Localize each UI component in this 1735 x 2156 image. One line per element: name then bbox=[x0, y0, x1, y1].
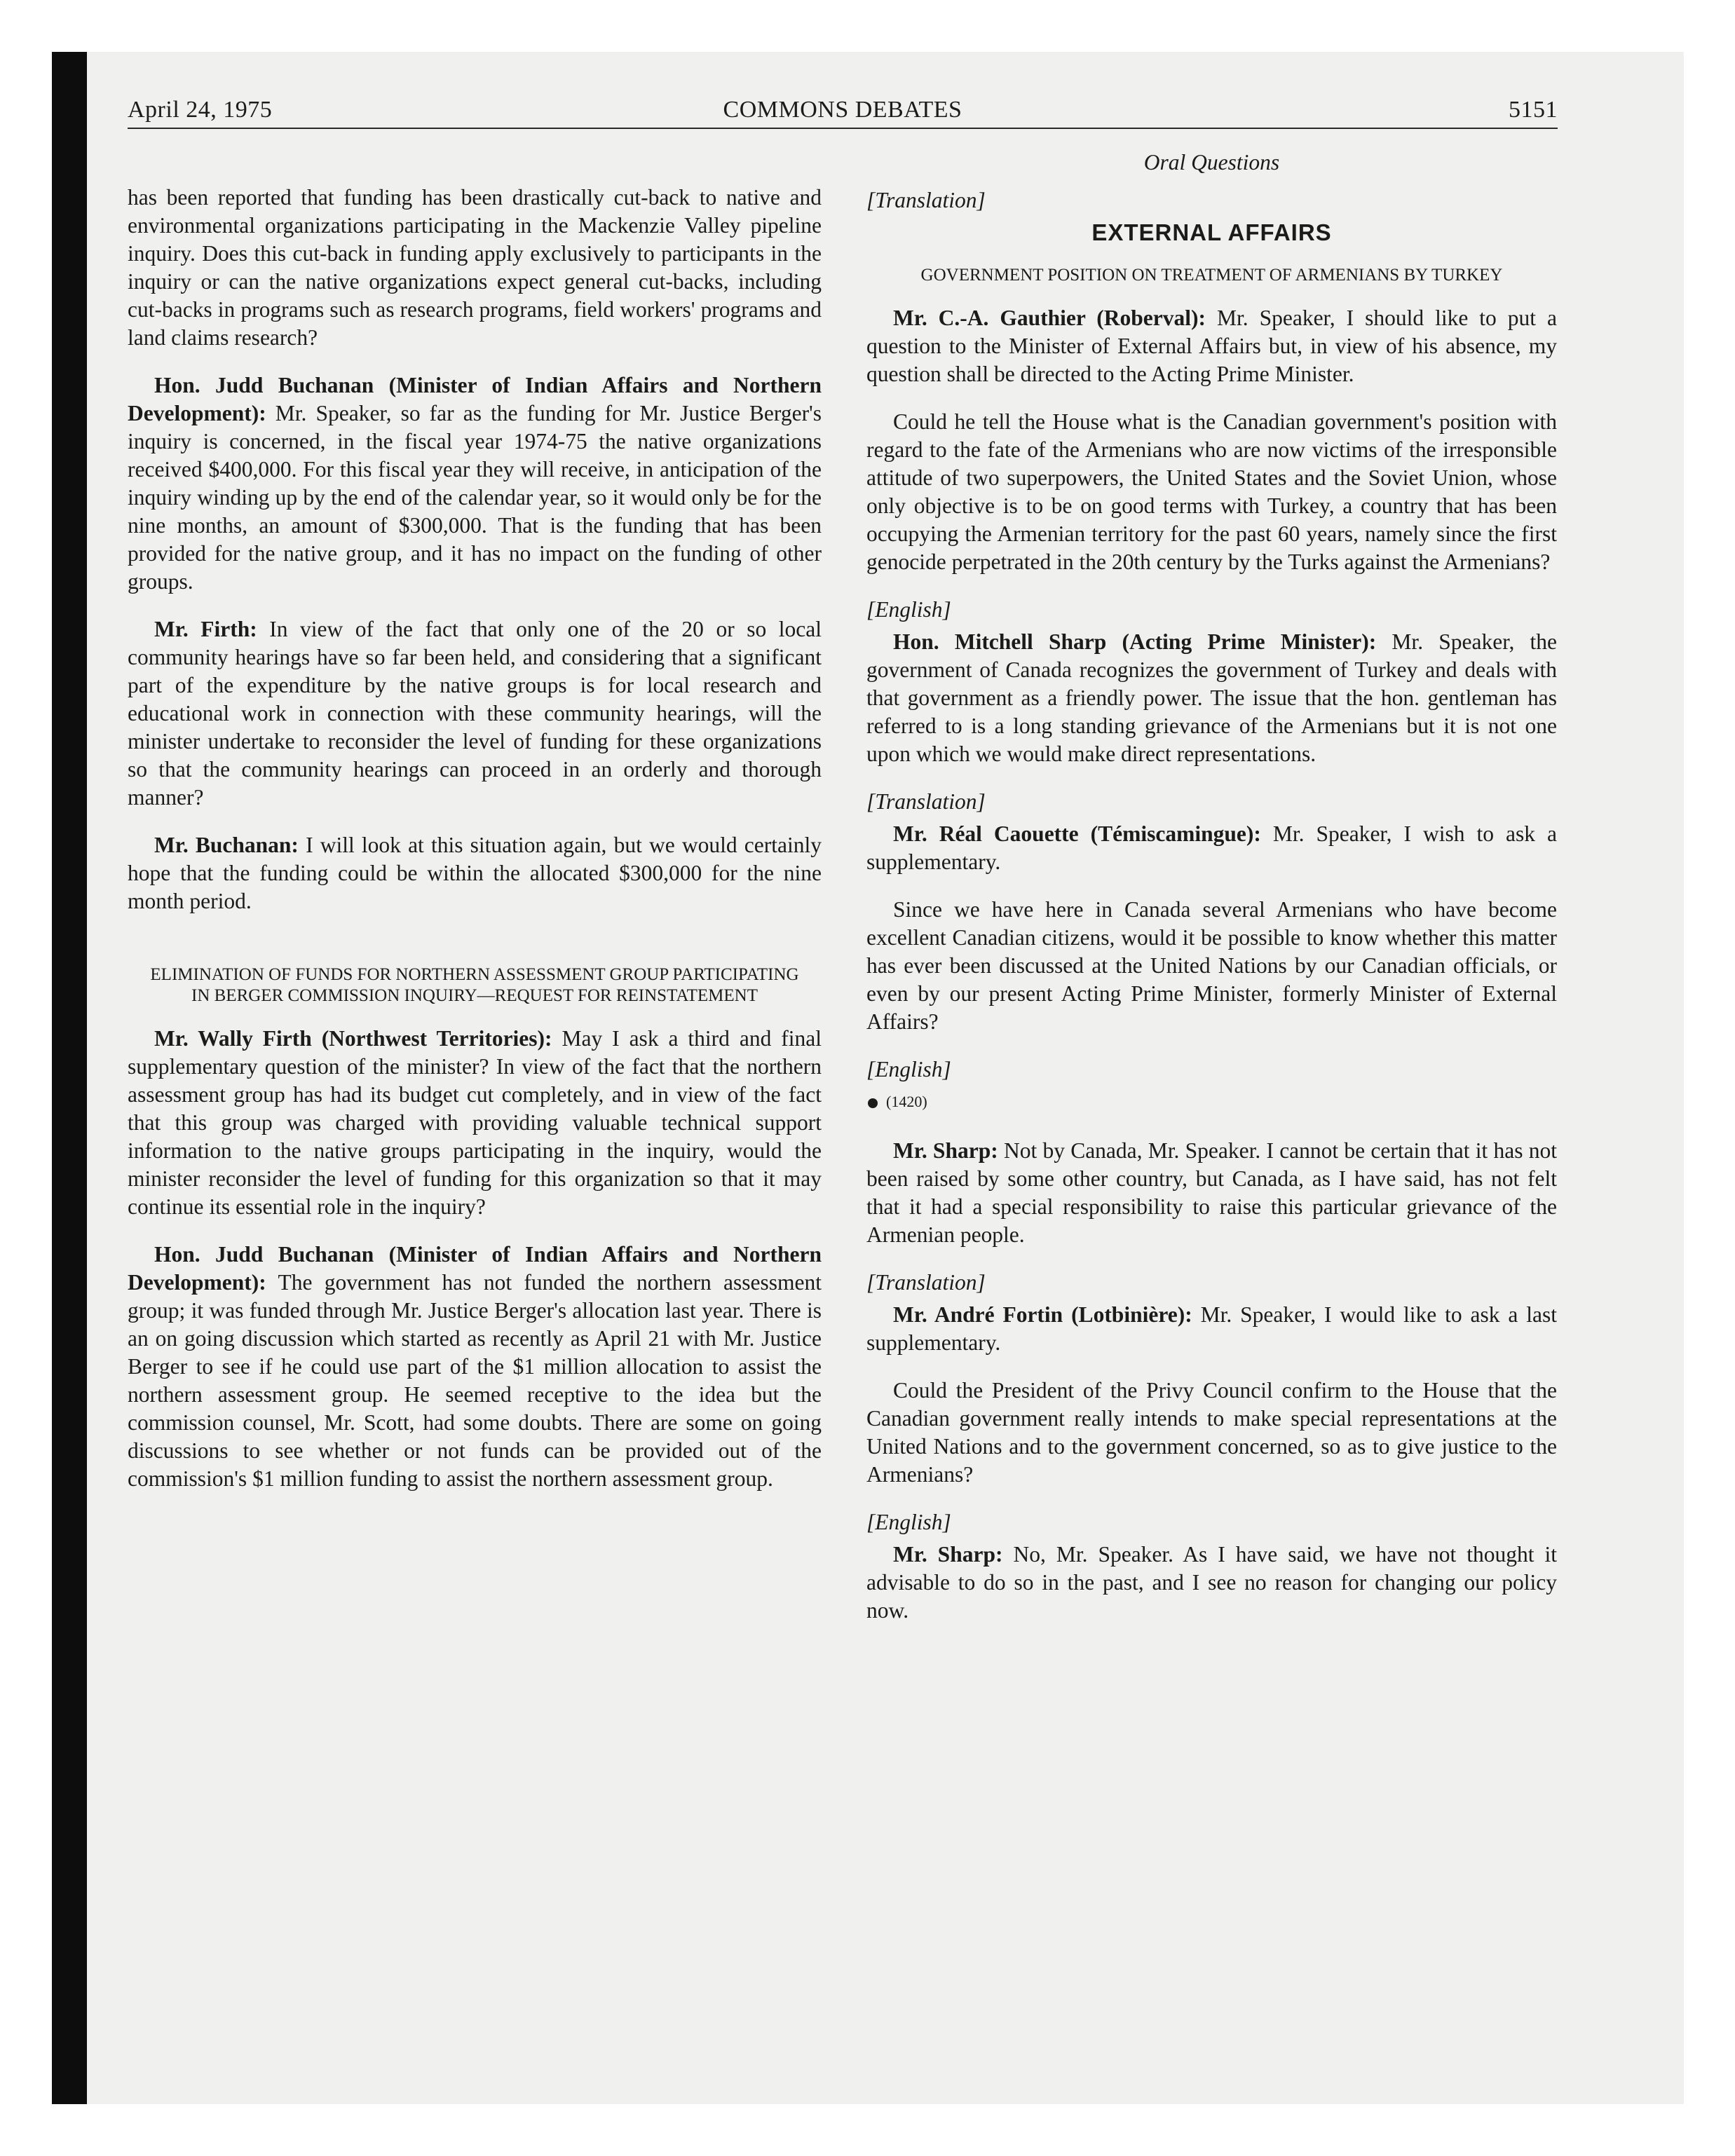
paragraph bbox=[866, 820, 1557, 876]
speaker-name: Hon. Judd Buchanan (Minister of Indian Affairs and Northern Development): bbox=[128, 1242, 822, 1295]
paragraph bbox=[128, 1025, 822, 1221]
speaker-name: Hon. Mitchell Sharp (Acting Prime Minister): bbox=[893, 629, 1377, 654]
right-column bbox=[866, 149, 1557, 1644]
paragraph bbox=[128, 615, 822, 812]
speaker-name: Mr. Wally Firth (Northwest Territories): bbox=[154, 1026, 552, 1051]
language-marker: [English] bbox=[866, 1510, 951, 1534]
section-subheading: GOVERNMENT POSITION ON TREATMENT OF ARMENIANS BY TURKEY bbox=[920, 266, 1503, 285]
paragraph bbox=[128, 1241, 822, 1493]
speaker-name: Mr. Buchanan: bbox=[154, 833, 299, 857]
paragraph: Since we have here in Canada several Armenians who have become excellent Canadian citizens, would it be possible to know whether this matter has ever been discussed at the United Nations by our Canadian officials, or even by our present Acting Prime Minister, formerly Minister of External Affairs? bbox=[866, 897, 1557, 1034]
language-marker: [English] bbox=[866, 1057, 951, 1082]
speaker-name: Mr. Firth: bbox=[154, 617, 257, 641]
speech-text: Not by Canada, Mr. Speaker. I cannot be certain that it has not been raised by some other country, but Canada, as I have said, has not felt that it had a special responsibility to raise this particular grievance of the Armenian people. bbox=[866, 1138, 1557, 1247]
language-marker: [Translation] bbox=[866, 789, 986, 814]
header-title: COMMONS DEBATES bbox=[723, 97, 962, 123]
speaker-name: Mr. André Fortin (Lotbinière): bbox=[893, 1302, 1192, 1327]
paragraph: Could he tell the House what is the Canadian government's position with regard to the fate of the Armenians who are now victims of the irresponsible attitude of two superpowers, the United States and the Soviet Union, whose only objective is to be on good terms with Turkey, a country that has been occupying the Armenian territory for the past 60 years, namely since the first genocide perpetrated in the 20th century by the Turks against the Armenians? bbox=[866, 409, 1557, 574]
speech-text: I will look at this situation again, but we would certainly hope that the funding could be within the allocated $300,000 for the nine month period. bbox=[128, 833, 822, 913]
speech-text: In view of the fact that only one of the 20 or so local community hearings have so far been held, and considering that a significant part of the expenditure by the native groups is for local research and educational work in connection with these community hearings, will the minister undertake to reconsider the level of funding for these organizations so that the community hearings can proceed in an orderly and thorough manner? bbox=[128, 617, 822, 810]
paragraph bbox=[866, 1137, 1557, 1249]
paragraph bbox=[866, 304, 1557, 388]
speaker-name: Mr. Réal Caouette (Témiscamingue): bbox=[893, 821, 1261, 846]
speech-text: Mr. Speaker, I should like to put a question to the Minister of External Affairs but, in view of his absence, my question shall be directed to the Acting Prime Minister. bbox=[866, 306, 1557, 386]
paragraph bbox=[866, 1541, 1557, 1625]
paragraph: has been reported that funding has been drastically cut-back to native and environmental organizations participating in the Mackenzie Valley pipeline inquiry. Does this cut-back in funding apply exclusively to participants in the inquiry or can the native organizations expect general cut-backs, including cut-backs in programs such as research programs, field workers' programs and land claims research? bbox=[128, 185, 822, 350]
paragraph: Could the President of the Privy Council confirm to the House that the Canadian government really intends to make special representations at the United Nations and to the government concerned, so as to give justice to the Armenians? bbox=[866, 1378, 1557, 1487]
running-head: Oral Questions bbox=[1143, 150, 1280, 175]
speaker-name: Mr. Sharp: bbox=[893, 1542, 1003, 1567]
speech-text: Mr. Speaker, I wish to ask a supplementary. bbox=[866, 821, 1557, 874]
paragraph bbox=[866, 1301, 1557, 1357]
speech-text: The government has not funded the northern assessment group; it was funded through Mr. Justice Berger's allocation last year. There is an on going discussion which started as recently as April 21 with Mr. Justice Berger to see if he could use part of the $1 million allocation to assist the northern assessment group. He seemed receptive to the idea but the commission counsel, Mr. Scott, had some doubts. There are some on going discussions to see whether or not funds can be provided out of the commission's $1 million funding to assist the northern assessment group. bbox=[128, 1270, 822, 1491]
header-date: April 24, 1975 bbox=[128, 97, 273, 123]
speech-text: No, Mr. Speaker. As I have said, we have not thought it advisable to do so in the past, and I see no reason for changing our policy now. bbox=[866, 1542, 1557, 1623]
speaker-name: Hon. Judd Buchanan (Minister of Indian Affairs and Northern Development): bbox=[128, 373, 822, 425]
speaker-name: Mr. C.-A. Gauthier (Roberval): bbox=[893, 306, 1206, 330]
language-marker: [English] bbox=[866, 597, 951, 622]
paragraph bbox=[866, 628, 1557, 768]
left-column bbox=[128, 184, 822, 1513]
speech-text: May I ask a third and final supplementary question of the minister? In view of the fact that the northern assessment group has had its budget cut completely, and in view of the fact that this group was charged with providing valuable technical support information to the native groups participating in the inquiry, would the minister reconsider the level of funding for this organization so that it may continue its essential role in the inquiry? bbox=[128, 1026, 822, 1219]
language-marker: [Translation] bbox=[866, 1270, 986, 1295]
speech-text: Mr. Speaker, the government of Canada recognizes the government of Turkey and deals with that government as a friendly power. The issue that the hon. gentleman has referred to is a long standing grievance of the Armenians but it is not one upon which we would make direct representations. bbox=[866, 629, 1557, 766]
section-title: EXTERNAL AFFAIRS bbox=[1091, 219, 1332, 245]
bullet-icon bbox=[868, 1098, 878, 1108]
header-page-number: 5151 bbox=[1509, 97, 1558, 123]
speaker-name: Mr. Sharp: bbox=[893, 1138, 998, 1163]
language-marker: [Translation] bbox=[866, 188, 986, 212]
section-subheading: ELIMINATION OF FUNDS FOR NORTHERN ASSESSMENT GROUP PARTICIPATING IN BERGER COMMISSION INQUIRY—REQUEST FOR REINSTATEMENT bbox=[150, 965, 799, 1005]
speech-text: Mr. Speaker, so far as the funding for Mr. Justice Berger's inquiry is concerned, in the fiscal year 1974-75 the native organizations received $400,000. For this fiscal year they will receive, in anticipation of the inquiry winding up by the end of the calendar year, so it would only be for the nine months, an amount of $300,000. That is the funding that has been provided for the native group, and it has no impact on the funding of other groups. bbox=[128, 401, 822, 594]
time-marker-text: (1420) bbox=[886, 1093, 927, 1110]
page-header bbox=[128, 91, 1558, 129]
speech-text: Mr. Speaker, I would like to ask a last supplementary. bbox=[866, 1302, 1557, 1355]
time-marker bbox=[866, 1088, 1557, 1116]
binding-edge bbox=[52, 52, 87, 2104]
paragraph bbox=[128, 831, 822, 915]
paragraph bbox=[128, 371, 822, 596]
